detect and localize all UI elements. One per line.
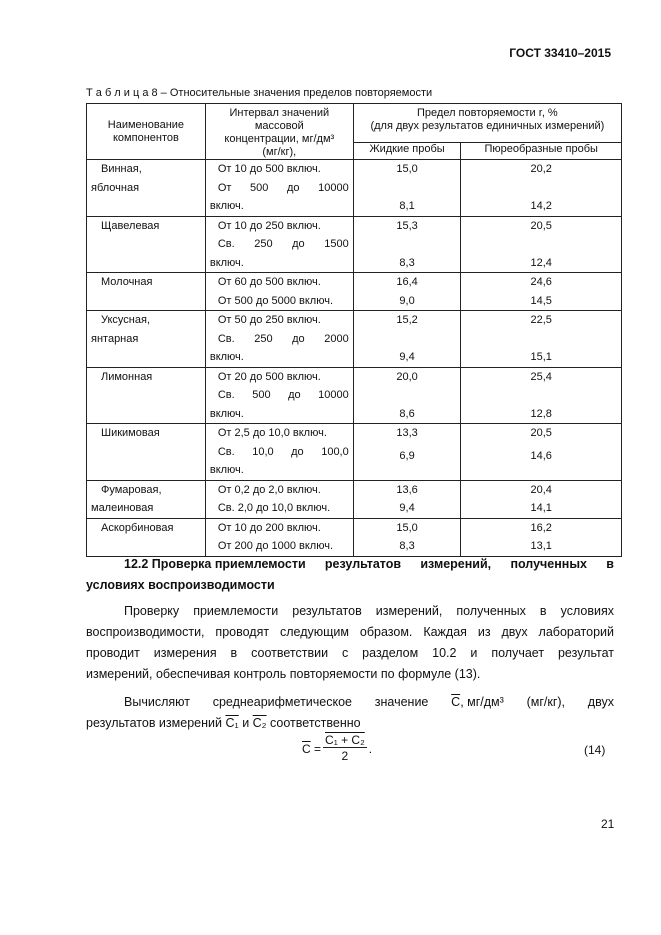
page-number: 21 <box>601 817 615 831</box>
table-row: Фумаровая, малеиновая От 0,2 до 2,0 включ. Св. 2,0 до 10,0 включ. 13,6 9,4 20,4 14,1 <box>87 480 622 518</box>
table-row: Аскорбиновая От 10 до 200 включ. От 200 до 1000 включ. 15,0 8,3 16,2 13,1 <box>87 518 622 556</box>
header-puree: Пюреобразные пробы <box>461 142 622 159</box>
document-header: ГОСТ 33410–2015 <box>509 46 611 60</box>
mean-symbol: $\overline{C}$ <box>451 695 461 709</box>
table-row: Уксусная, янтарная От 50 до 250 включ. Св. 250 до 2000 включ. 15,2 9,4 22,5 15,1 <box>87 311 622 368</box>
header-limit: Предел повторяемости r, % (для двух результатов единичных измерений) <box>353 104 621 143</box>
header-interval: Интервал значений массовой концентрации, мг/дм³ (мг/кг), <box>205 104 353 160</box>
equation-number: (14) <box>584 743 606 757</box>
section-12-2 <box>86 554 614 734</box>
table-row: Молочная От 60 до 500 включ. От 500 до 5000 включ. 16,4 9,0 24,6 14,5 <box>87 273 622 311</box>
table-row: Щавелевая От 10 до 250 включ. Св. 250 до 1500 включ. 15,3 8,3 20,5 12,4 <box>87 216 622 273</box>
table-caption: Т а б л и ц а 8 – Относительные значения пределов повторяемости <box>86 87 433 99</box>
section-title-cont: условиях воспроизводимости <box>86 578 275 592</box>
paragraph-2: Вычисляют среднеарифметическое значение $\overline{C}$, мг/дм³ (мг/кг), двух результатов измерений C₁ и C₂ соответственно <box>86 695 614 730</box>
table-row: Винная, яблочная От 10 до 500 включ. От 500 до 10000 включ. 15,0 8,1 20,2 14,2 <box>87 160 622 217</box>
repeatability-table <box>86 103 622 557</box>
header-component: Наименование компонентов <box>87 104 206 160</box>
header-liquid: Жидкие пробы <box>353 142 461 159</box>
section-title: 12.2 Проверка приемлемости результатов измерений, полученных в <box>124 557 614 571</box>
table-row: Шикимовая От 2,5 до 10,0 включ. Св. 10,0 до 100,0 включ. 13,3 6,9 20,5 14,6 <box>87 424 622 481</box>
formula-14: $\overline{C}$ = C₁ + C₂ . 2 <box>302 733 373 763</box>
paragraph-1: Проверку приемлемости результатов измерений, полученных в условиях воспроизводимости, проводят следующим образом. Каждая из двух лабораторий проводит измерения в соответствии с разделом 10.2 и получает результат измерений, обеспечивая контроль повторяемости по формуле (13). <box>86 604 614 681</box>
table-row: Лимонная От 20 до 500 включ. Св. 500 до 10000 включ. 20,0 8,6 25,4 12,8 <box>87 367 622 424</box>
